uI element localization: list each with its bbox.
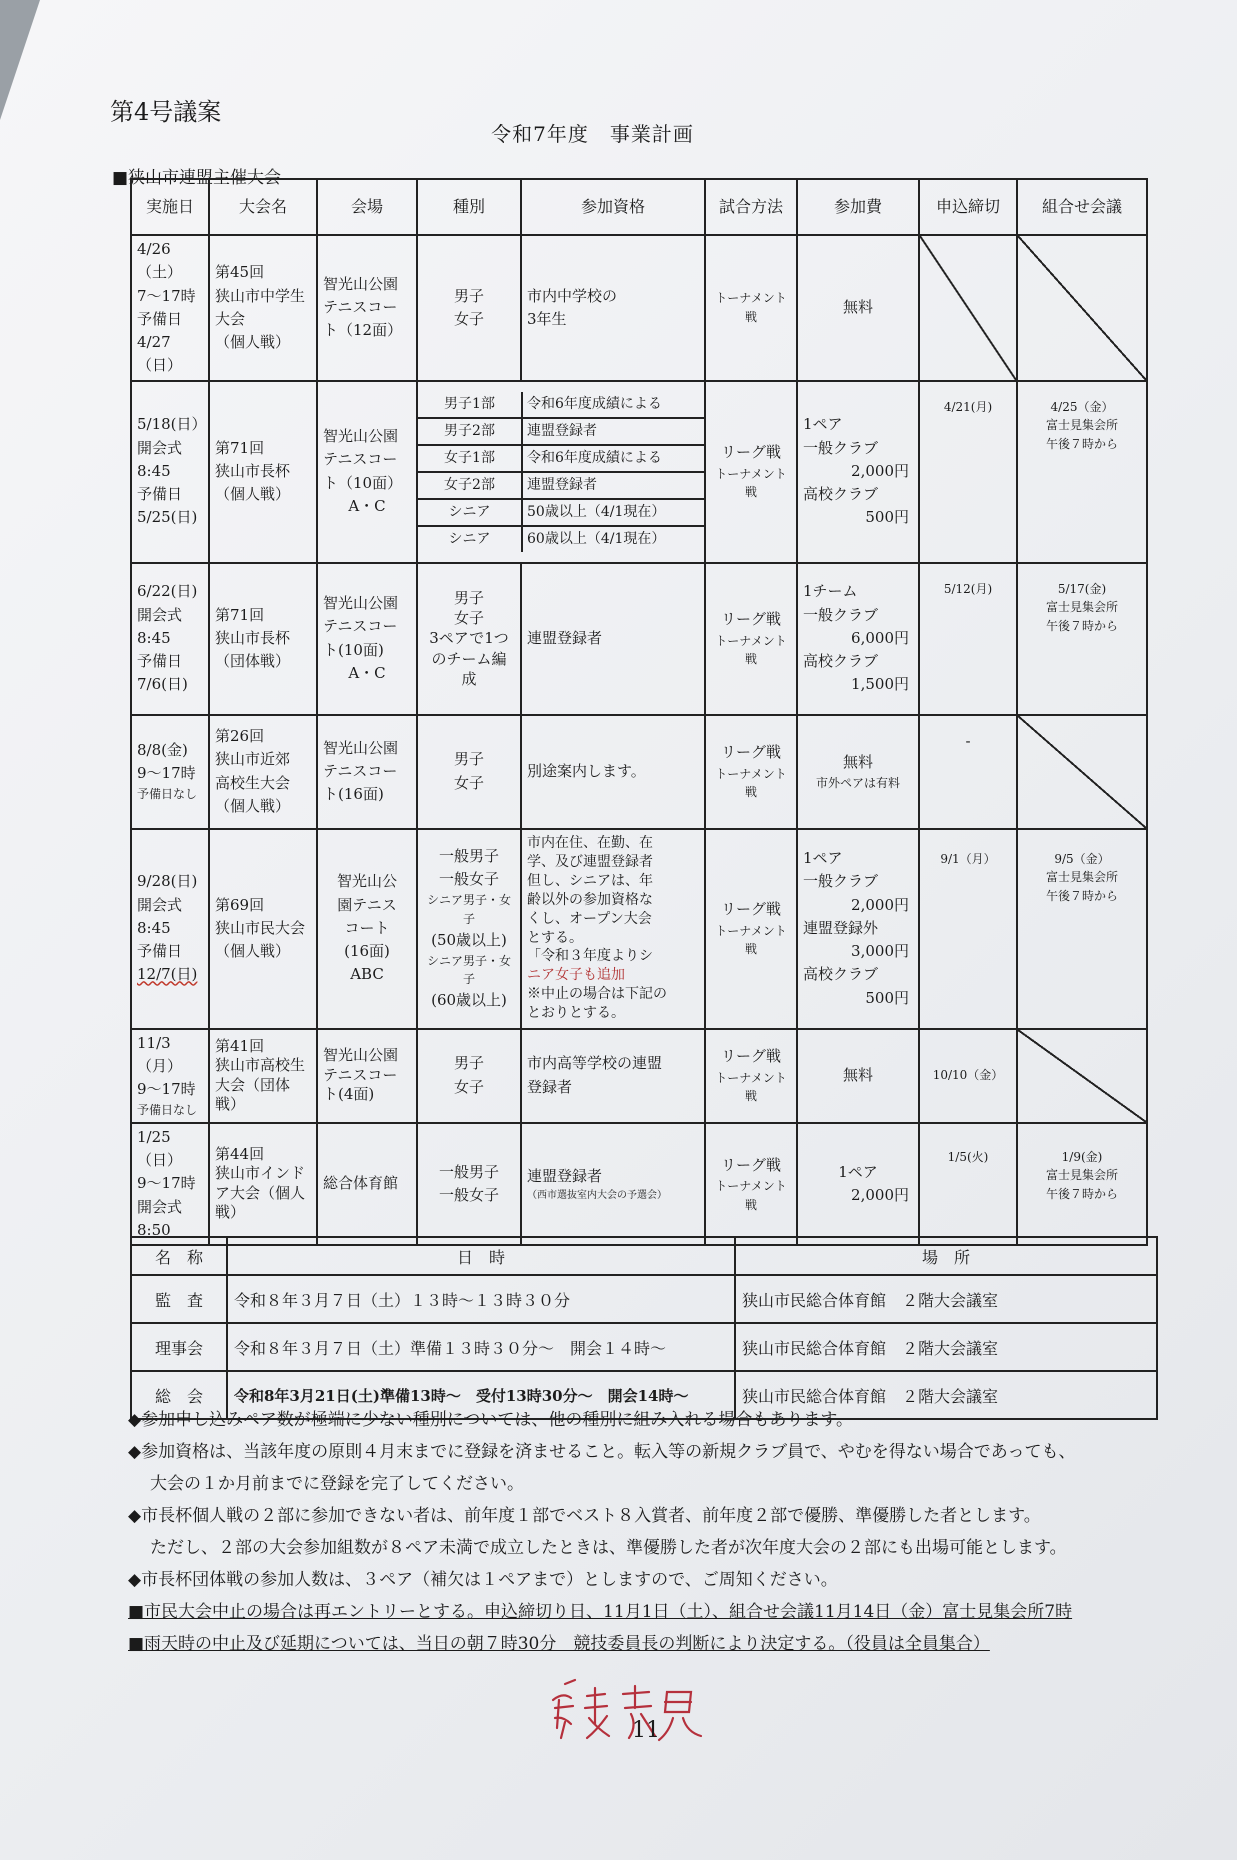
col-header: 申込締切 bbox=[919, 179, 1017, 235]
date-cell: 8/8(金) 9〜17時 予備日なし bbox=[131, 715, 209, 829]
col-header: 場 所 bbox=[735, 1237, 1157, 1275]
page-number: 11 bbox=[632, 1718, 660, 1743]
note-line: ◆参加資格は、当該年度の原則４月末までに登録を済ませること。転入等の新規クラブ員で、やむを得ない場合であっても、 bbox=[128, 1442, 1076, 1462]
date-cell: 1/25（日） 9〜17時 開会式 8:50 bbox=[131, 1123, 209, 1245]
qualification-cell: 市内高等学校の連盟 登録者 bbox=[521, 1029, 705, 1123]
venue-cell: 智光山公園 テニスコー ト（12面） bbox=[317, 235, 417, 381]
table-row bbox=[131, 1123, 1147, 1245]
col-header: 実施日 bbox=[131, 179, 209, 235]
category-cell: 男子 女子 bbox=[417, 715, 521, 829]
notes-section bbox=[128, 1404, 1188, 1660]
col-header: 日 時 bbox=[227, 1237, 735, 1275]
venue-cell: 智光山公園 テニスコー ト(16面) bbox=[317, 715, 417, 829]
meeting-cell: 4/25（金） 富士見集会所 午後７時から bbox=[1017, 381, 1147, 563]
col-header: 種別 bbox=[417, 179, 521, 235]
deadline-cell: 9/1（月） bbox=[919, 829, 1017, 1029]
deadline-cell: 10/10（金） bbox=[919, 1029, 1017, 1123]
meeting-cell-empty bbox=[1017, 1029, 1147, 1123]
method-cell: リーグ戦 トーナメント戦 bbox=[705, 1029, 797, 1123]
venue-cell: 総合体育館 bbox=[317, 1123, 417, 1245]
tournament-name-cell: 第45回 狭山市中学生 大会 （個人戦） bbox=[209, 235, 317, 381]
table-row bbox=[131, 1029, 1147, 1123]
tournament-name-cell: 第44回 狭山市インド ア大会（個人 戦） bbox=[209, 1123, 317, 1245]
col-header: 参加資格 bbox=[521, 179, 705, 235]
qualification-cell: 連盟登録者 （西市選抜室内大会の予選会） bbox=[521, 1123, 705, 1245]
table-row bbox=[131, 381, 1147, 563]
method-cell: リーグ戦 トーナメント戦 bbox=[705, 381, 797, 563]
note-line: ◆市長杯団体戦の参加人数は、３ペア（補欠は１ペアまで）としますので、ご周知ください。 bbox=[128, 1570, 838, 1590]
meeting-cell: 1/9(金) 富士見集会所 午後７時から bbox=[1017, 1123, 1147, 1245]
tournament-name-cell: 第26回 狭山市近郊 高校生大会 （個人戦） bbox=[209, 715, 317, 829]
col-header: 会場 bbox=[317, 179, 417, 235]
method-cell: リーグ戦 トーナメント戦 bbox=[705, 715, 797, 829]
meeting-cell: 5/17(金) 富士見集会所 午後７時から bbox=[1017, 563, 1147, 715]
col-header: 名 称 bbox=[131, 1237, 227, 1275]
col-header: 大会名 bbox=[209, 179, 317, 235]
document-number: 第4号議案 bbox=[110, 98, 222, 126]
schedule-row: 監 査 令和８年３月７日（土）１３時〜１３時３０分 狭山市民総合体育館 ２階大会議室 bbox=[131, 1275, 1157, 1323]
date-cell: 11/3（月） 9〜17時 予備日なし bbox=[131, 1029, 209, 1123]
deadline-cell: 4/21(月) bbox=[919, 381, 1017, 563]
method-cell: リーグ戦 トーナメント戦 bbox=[705, 1123, 797, 1245]
fee-cell: 1チーム 一般クラブ 6,000円 高校クラブ 1,500円 bbox=[797, 563, 919, 715]
schedule-header-row bbox=[131, 1237, 1157, 1275]
fee-cell: 1ペア 一般クラブ 2,000円 高校クラブ 500円 bbox=[797, 381, 919, 563]
division-subtable: 男子1部 令和6年度成績による 男子2部 連盟登録者 女子1部 令和6年度成績による 女子2部 連盟登録者 シニア 50歳以上（4/1現在） シニア 60歳以上（4/1現在） bbox=[418, 392, 704, 552]
deadline-cell-empty bbox=[919, 235, 1017, 381]
table-row bbox=[131, 715, 1147, 829]
date-cell: 6/22(日) 開会式 8:45 予備日 7/6(日) bbox=[131, 563, 209, 715]
note-line: ただし、２部の大会参加組数が８ペア未満で成立したときは、準優勝した者が次年度大会の２部にも出場可能とします。 bbox=[150, 1538, 1067, 1558]
venue-cell: 智光山公園 テニスコー ト(4面) bbox=[317, 1029, 417, 1123]
col-header: 組合せ会議 bbox=[1017, 179, 1147, 235]
meeting-cell-empty bbox=[1017, 235, 1147, 381]
tournament-name-cell: 第71回 狭山市長杯 （個人戦） bbox=[209, 381, 317, 563]
fee-cell: 無料 市外ペアは有料 bbox=[797, 715, 919, 829]
schedule-row: 理事会 令和８年３月７日（土）準備１３時３０分〜 開会１４時〜 狭山市民総合体育館 ２階大会議室 bbox=[131, 1323, 1157, 1371]
fee-cell: 1ペア 一般クラブ 2,000円 連盟登録外 3,000円 高校クラブ 500円 bbox=[797, 829, 919, 1029]
date-cell: 5/18(日） 開会式 8:45 予備日 5/25(日) bbox=[131, 381, 209, 563]
qualification-cell: 連盟登録者 bbox=[521, 563, 705, 715]
venue-cell: 智光山公園 テニスコー ト(10面) A・C bbox=[317, 563, 417, 715]
note-line: ◆参加申し込みペア数が極端に少ない種別については、他の種別に組み入れる場合もあります。 bbox=[128, 1410, 854, 1430]
date-cell: 4/26（土） 7〜17時 予備日 4/27（日） bbox=[131, 235, 209, 381]
schedule-row: 総 会 令和8年3月21日(土)準備13時〜 受付13時30分〜 開会14時〜 狭山市民総合体育館 ２階大会議室 bbox=[131, 1371, 1157, 1419]
venue-cell: 智光山公園 テニスコー ト（10面） A・C bbox=[317, 381, 417, 563]
page-title: 令和7年度 事業計画 bbox=[491, 122, 694, 146]
table-header-row bbox=[131, 179, 1147, 235]
meeting-schedule-table bbox=[130, 1236, 1158, 1420]
note-line: 大会の１か月前までに登録を完了してください。 bbox=[150, 1474, 524, 1494]
method-cell: リーグ戦 トーナメント戦 bbox=[705, 829, 797, 1029]
table-row bbox=[131, 829, 1147, 1029]
meeting-cell-empty bbox=[1017, 715, 1147, 829]
deadline-cell: 5/12(月) bbox=[919, 563, 1017, 715]
qualification-cell: 市内在住、在勤、在 学、及び連盟登録者 但し、シニアは、年 齢以外の参加資格な くし、オープン大会 とする。 「令和３年度よりシ ニア女子も追加 ※中止の場合は下記の とおりとする。 bbox=[521, 829, 705, 1029]
tournament-name-cell: 第71回 狭山市長杯 （団体戦） bbox=[209, 563, 317, 715]
fee-cell: 無料 bbox=[797, 1029, 919, 1123]
col-header: 試合方法 bbox=[705, 179, 797, 235]
category-cell: 男子 女子 bbox=[417, 235, 521, 381]
category-cell: 一般男子 一般女子 bbox=[417, 1123, 521, 1245]
col-header: 参加費 bbox=[797, 179, 919, 235]
note-line: ■市民大会中止の場合は再エントリーとする。申込締切り日、11月1日（土）、組合せ会議11月14日（金）富士見集会所7時 bbox=[128, 1602, 1073, 1622]
handwritten-annotation bbox=[545, 1678, 705, 1752]
method-cell: リーグ戦 トーナメント戦 bbox=[705, 563, 797, 715]
deadline-cell: 1/5(火) bbox=[919, 1123, 1017, 1245]
division-subtable-cell bbox=[417, 381, 705, 563]
fee-cell: 無料 bbox=[797, 235, 919, 381]
qualification-cell: 市内中学校の 3年生 bbox=[521, 235, 705, 381]
category-cell: 男子 女子 3ペアで1つ のチーム編 成 bbox=[417, 563, 521, 715]
fee-cell: 1ペア 2,000円 bbox=[797, 1123, 919, 1245]
deadline-cell: - bbox=[919, 715, 1017, 829]
table-row bbox=[131, 563, 1147, 715]
method-cell: トーナメント戦 bbox=[705, 235, 797, 381]
meeting-cell: 9/5（金） 富士見集会所 午後７時から bbox=[1017, 829, 1147, 1029]
note-line: ◆市長杯個人戦の２部に参加できない者は、前年度１部でベスト８入賞者、前年度２部で優勝、準優勝した者とします。 bbox=[128, 1506, 1041, 1526]
category-cell: 男子 女子 bbox=[417, 1029, 521, 1123]
date-cell: 9/28(日) 開会式 8:45 予備日 12/7(日) bbox=[131, 829, 209, 1029]
note-line: ■雨天時の中止及び延期については、当日の朝７時30分 競技委員長の判断により決定する。（役員は全員集合） bbox=[128, 1634, 990, 1654]
category-cell: 一般男子 一般女子 シニア男子・女子 (50歳以上) シニア男子・女子 (60歳以上) bbox=[417, 829, 521, 1029]
tournament-table bbox=[130, 178, 1148, 1246]
section-heading: ■狭山市連盟主催大会 bbox=[112, 168, 282, 188]
venue-cell: 智光山公 園テニス コート (16面) ABC bbox=[317, 829, 417, 1029]
qualification-cell: 別途案内します。 bbox=[521, 715, 705, 829]
tournament-name-cell: 第41回 狭山市高校生 大会（団体 戦） bbox=[209, 1029, 317, 1123]
table-row bbox=[131, 235, 1147, 381]
tournament-name-cell: 第69回 狭山市民大会 （個人戦） bbox=[209, 829, 317, 1029]
